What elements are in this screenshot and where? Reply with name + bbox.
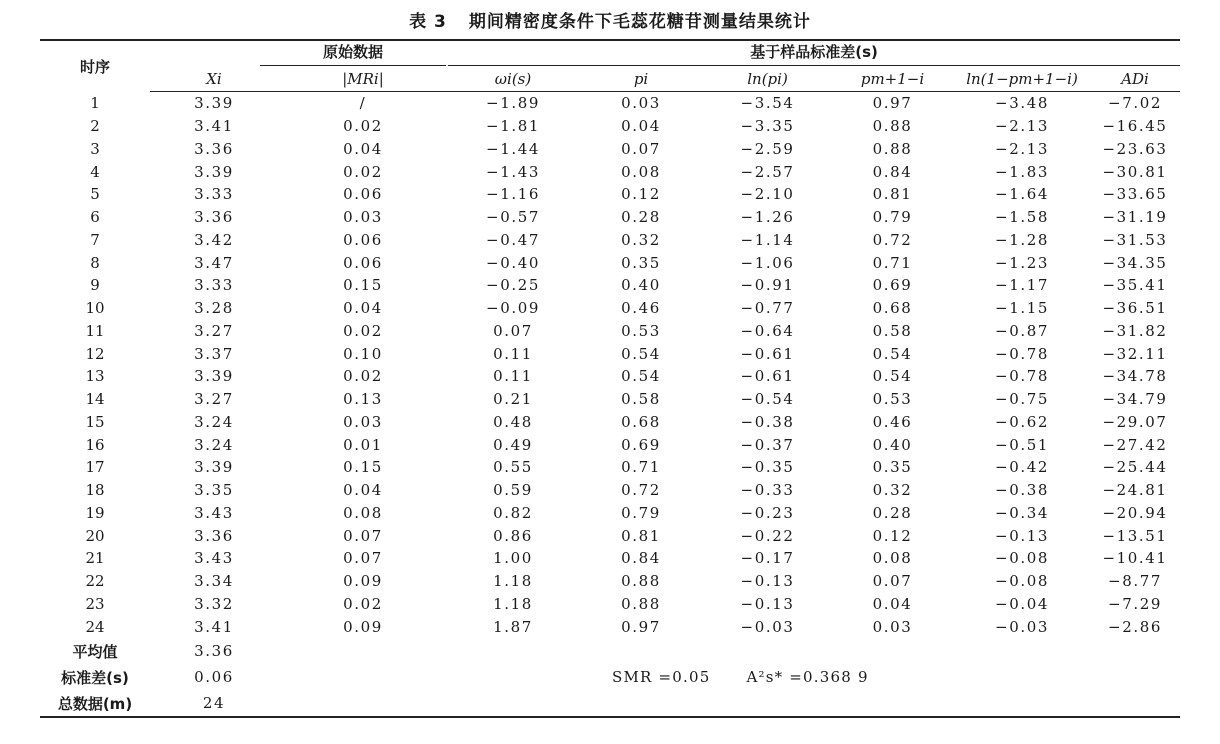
data-cell: 1.18 [493,572,533,591]
data-cell: −7.02 [1108,94,1163,113]
data-cell: 0.88 [872,139,913,158]
row-index-cell: 17 [85,458,105,477]
data-cell: 0.68 [621,412,661,431]
data-cell: −1.81 [486,117,540,136]
table-title: 期间精密度条件下毛蕊花糖苷测量结果统计 [468,12,811,32]
data-cell: −0.62 [995,412,1049,431]
data-cell: 0.54 [621,344,661,363]
total-label: 总数据(m) [40,690,150,717]
row-index-cell: 13 [85,367,105,386]
data-cell: 0.02 [343,367,383,386]
row-index-cell: 15 [85,412,105,431]
data-cell: 3.42 [194,230,234,249]
table-row [40,160,1180,183]
data-cell: −0.77 [740,299,795,318]
table-row [40,615,1180,638]
data-cell: 0.53 [621,321,661,340]
data-cell: 3.24 [194,435,234,454]
table-number: 表 3 [409,12,447,32]
sd-value: 0.06 [194,668,234,686]
data-cell: 0.72 [621,481,661,500]
data-cell: −7.29 [1108,594,1163,613]
data-cell: 0.09 [343,617,383,636]
data-cell: −1.15 [995,299,1049,318]
table-row [40,138,1180,161]
data-cell: −30.81 [1102,162,1168,181]
data-cell: 0.21 [493,390,533,409]
data-cell: −0.35 [740,458,795,477]
data-cell: −0.61 [740,367,795,386]
data-cell: −24.81 [1102,481,1168,500]
data-cell: 0.79 [872,208,913,227]
col-header-ln-1-pm: ln(1−pm+1−i) [954,66,1090,92]
data-cell: −0.33 [740,481,795,500]
data-cell: 0.02 [343,117,383,136]
data-cell: −0.78 [995,367,1049,386]
data-cell: −1.58 [995,208,1049,227]
data-cell: 0.03 [621,94,661,113]
data-cell: 0.69 [872,276,913,295]
data-cell: −0.91 [740,276,795,295]
table-row [40,115,1180,138]
data-cell: 0.69 [621,435,661,454]
data-cell: 0.03 [343,412,383,431]
data-cell: 0.68 [872,299,913,318]
row-index-cell: 19 [85,503,105,522]
row-index-cell: 20 [85,526,105,545]
row-index-cell: 14 [85,390,105,409]
data-cell: −0.13 [995,526,1049,545]
data-cell: 0.71 [872,253,913,272]
data-cell: −0.22 [740,526,795,545]
row-index-cell: 10 [85,299,105,318]
data-cell: 0.04 [872,594,913,613]
data-cell: −0.13 [740,572,795,591]
data-cell: −3.54 [740,94,795,113]
data-cell: 0.07 [343,549,383,568]
data-cell: 0.46 [621,299,661,318]
data-cell: 0.01 [343,435,383,454]
data-cell: 3.43 [194,503,234,522]
table-body [40,92,1180,639]
data-cell: 3.27 [194,390,234,409]
data-cell: 0.15 [343,276,383,295]
results-table [40,39,1180,718]
data-cell: 0.07 [493,321,533,340]
data-cell: −1.06 [740,253,795,272]
col-header-ln-pi: ln(pi) [704,66,831,92]
data-cell: 0.55 [493,458,533,477]
data-cell: 3.36 [194,208,234,227]
data-cell: 0.40 [872,435,913,454]
data-cell: −0.38 [995,481,1049,500]
data-cell: −33.65 [1102,185,1168,204]
header-group-raw: 原始数据 [150,40,448,66]
data-cell: 1.87 [493,617,533,636]
data-cell: 0.07 [343,526,383,545]
data-cell: 0.28 [872,503,913,522]
data-cell: −0.57 [486,208,540,227]
data-cell: 0.03 [872,617,913,636]
data-cell: 0.58 [872,321,913,340]
data-cell: −20.94 [1102,503,1168,522]
data-cell: 3.24 [194,412,234,431]
data-cell: 0.49 [493,435,533,454]
data-cell: 0.06 [343,230,383,249]
mean-label: 平均值 [72,642,118,661]
table-row [40,229,1180,252]
data-cell: 0.82 [493,503,533,522]
data-cell: −0.04 [995,594,1049,613]
data-cell: 0.54 [872,367,913,386]
data-cell: −0.42 [995,458,1049,477]
data-cell: 0.11 [493,367,533,386]
data-cell: −1.83 [995,162,1049,181]
data-cell: −0.64 [740,321,795,340]
data-cell: −0.08 [995,572,1049,591]
table-row [40,342,1180,365]
sd-label: 标准差(s) [61,668,129,687]
data-cell: −3.35 [740,117,795,136]
data-cell: 0.04 [343,299,383,318]
data-cell: −25.44 [1102,458,1168,477]
data-cell: 0.12 [872,526,913,545]
smr-value: SMR =0.05 [612,668,711,686]
table-row [40,206,1180,229]
table-row [40,297,1180,320]
data-cell: −34.79 [1102,390,1168,409]
data-cell: 3.43 [194,549,234,568]
data-cell: −1.28 [995,230,1049,249]
data-cell: 3.39 [194,367,234,386]
data-cell: −0.61 [740,344,795,363]
table-row [40,524,1180,547]
data-cell: 0.88 [621,594,661,613]
data-cell: 0.04 [343,481,383,500]
data-cell: −1.23 [995,253,1049,272]
row-index-cell: 8 [90,253,100,272]
table-row [40,320,1180,343]
data-cell: 3.37 [194,344,234,363]
data-cell: 0.11 [493,344,533,363]
data-cell: 0.15 [343,458,383,477]
data-cell: 0.03 [343,208,383,227]
data-cell: 0.97 [621,617,661,636]
data-cell: −0.17 [740,549,795,568]
data-cell: −35.41 [1102,276,1168,295]
data-cell: −0.37 [740,435,795,454]
row-index-cell: 2 [90,117,100,136]
data-cell: 0.07 [872,572,913,591]
data-cell: −31.82 [1102,321,1168,340]
data-cell: 0.02 [343,321,383,340]
data-cell: −1.64 [995,185,1049,204]
data-cell: 3.39 [194,458,234,477]
data-cell: −2.59 [740,139,795,158]
data-cell: 0.81 [872,185,913,204]
data-cell: 3.39 [194,162,234,181]
header-group-std: 基于样品标准差(s) [448,40,1180,66]
data-cell: 0.54 [872,344,913,363]
row-index-cell: 12 [85,344,105,363]
col-header-mri: |MRi| [278,66,448,92]
data-cell: 3.28 [194,299,234,318]
data-cell: 0.04 [343,139,383,158]
data-cell: / [359,94,367,113]
data-cell: −16.45 [1102,117,1168,136]
table-row [40,593,1180,616]
data-cell: 0.32 [621,230,661,249]
data-cell: −0.40 [486,253,540,272]
data-cell: −0.03 [995,617,1049,636]
data-cell: −31.19 [1102,208,1168,227]
data-cell: 3.32 [194,594,234,613]
summary-statistics [612,668,869,686]
table-row [40,251,1180,274]
data-cell: −0.23 [740,503,795,522]
data-cell: 0.02 [343,594,383,613]
row-index-cell: 21 [85,549,105,568]
table-row [40,411,1180,434]
data-cell: −1.16 [486,185,540,204]
row-index-cell: 4 [90,162,100,181]
data-cell: 0.81 [621,526,661,545]
data-cell: −27.42 [1102,435,1168,454]
data-cell: 3.41 [194,117,234,136]
data-cell: −0.08 [995,549,1049,568]
row-index-cell: 6 [90,208,100,227]
row-index-cell: 24 [85,617,105,636]
data-cell: 0.08 [872,549,913,568]
data-cell: 3.39 [194,94,234,113]
data-cell: 0.84 [621,549,661,568]
data-cell: 0.88 [872,117,913,136]
table-row [40,456,1180,479]
data-cell: 0.72 [872,230,913,249]
col-header-pm: pm+1−i [831,66,954,92]
data-cell: −0.87 [995,321,1049,340]
data-cell: −0.75 [995,390,1049,409]
row-index-cell: 11 [85,321,105,340]
col-header-pi: pi [578,66,704,92]
row-index-cell: 3 [90,139,100,158]
table-row [40,502,1180,525]
data-cell: 0.40 [621,276,661,295]
data-cell: 3.33 [194,185,234,204]
table-row [40,479,1180,502]
data-cell: 0.28 [621,208,661,227]
table-row [40,183,1180,206]
data-cell: −2.57 [740,162,795,181]
data-cell: 1.00 [493,549,533,568]
total-value: 24 [150,690,278,717]
data-cell: 3.41 [194,617,234,636]
row-index-cell: 9 [90,276,100,295]
table-row [40,433,1180,456]
data-cell: −2.13 [995,139,1049,158]
data-cell: −0.51 [995,435,1049,454]
data-cell: 0.10 [343,344,383,363]
data-cell: −1.14 [740,230,795,249]
data-cell: −1.44 [486,139,540,158]
row-index-cell: 18 [85,481,105,500]
data-cell: −0.54 [740,390,795,409]
data-cell: −8.77 [1108,572,1163,591]
row-index-cell: 22 [85,572,105,591]
data-cell: 0.08 [343,503,383,522]
data-cell: −10.41 [1102,549,1168,568]
data-cell: −0.47 [486,230,540,249]
data-cell: −0.13 [740,594,795,613]
col-header-xi: Xi [150,66,278,92]
table-row [40,388,1180,411]
data-cell: 0.12 [621,185,661,204]
data-cell: 0.97 [872,94,913,113]
table-row [40,570,1180,593]
data-cell: 3.47 [194,253,234,272]
data-cell: 0.71 [621,458,661,477]
data-cell: −0.25 [486,276,540,295]
data-cell: 0.09 [343,572,383,591]
data-cell: 0.53 [872,390,913,409]
data-cell: 0.48 [493,412,533,431]
table-caption [0,7,1220,32]
data-cell: 0.54 [621,367,661,386]
data-cell: 3.36 [194,139,234,158]
col-header-omega: ωi(s) [448,66,578,92]
data-cell: −1.17 [995,276,1049,295]
col-header-adi: ADi [1090,66,1180,92]
data-cell: 1.18 [493,594,533,613]
data-cell: −13.51 [1102,526,1168,545]
data-cell: −1.89 [486,94,540,113]
data-cell: 0.35 [872,458,913,477]
data-cell: −0.78 [995,344,1049,363]
data-cell: −0.03 [740,617,795,636]
data-cell: −36.51 [1102,299,1168,318]
data-cell: −32.11 [1102,344,1168,363]
data-cell: −1.26 [740,208,795,227]
table-row [40,92,1180,115]
data-cell: −31.53 [1102,230,1168,249]
header-order: 时序 [79,57,110,76]
table-row [40,365,1180,388]
table-row [40,274,1180,297]
data-cell: −29.07 [1102,412,1168,431]
data-cell: −2.13 [995,117,1049,136]
data-cell: 0.13 [343,390,383,409]
row-index-cell: 5 [90,185,100,204]
table-row [40,547,1180,570]
data-cell: 0.86 [493,526,533,545]
data-cell: −0.09 [486,299,540,318]
data-cell: −34.35 [1102,253,1168,272]
data-cell: 0.06 [343,253,383,272]
row-index-cell: 23 [85,594,105,613]
data-cell: 3.36 [194,526,234,545]
data-cell: −0.34 [995,503,1049,522]
row-index-cell: 1 [90,94,100,113]
mean-value: 3.36 [194,642,234,660]
data-cell: 0.88 [621,572,661,591]
data-cell: 0.84 [872,162,913,181]
data-cell: −0.38 [740,412,795,431]
row-index-cell: 7 [90,230,100,249]
row-index-cell: 16 [85,435,105,454]
data-cell: 0.79 [621,503,661,522]
data-cell: 0.59 [493,481,533,500]
data-cell: −2.10 [740,185,795,204]
data-cell: 0.07 [621,139,661,158]
data-cell: −3.48 [995,94,1049,113]
data-cell: 3.35 [194,481,234,500]
data-cell: −2.86 [1108,617,1163,636]
data-cell: 0.32 [872,481,913,500]
data-cell: −23.63 [1102,139,1168,158]
data-cell: 0.46 [872,412,913,431]
data-cell: 3.34 [194,572,234,591]
data-cell: 3.27 [194,321,234,340]
data-cell: 0.58 [621,390,661,409]
data-cell: −34.78 [1102,367,1168,386]
data-cell: 0.02 [343,162,383,181]
data-cell: 0.04 [621,117,661,136]
data-cell: 3.33 [194,276,234,295]
data-cell: −1.43 [486,162,540,181]
data-cell: 0.08 [621,162,661,181]
data-cell: 0.35 [621,253,661,272]
data-cell: 0.06 [343,185,383,204]
a2-value: A²s* =0.368 9 [746,668,869,686]
